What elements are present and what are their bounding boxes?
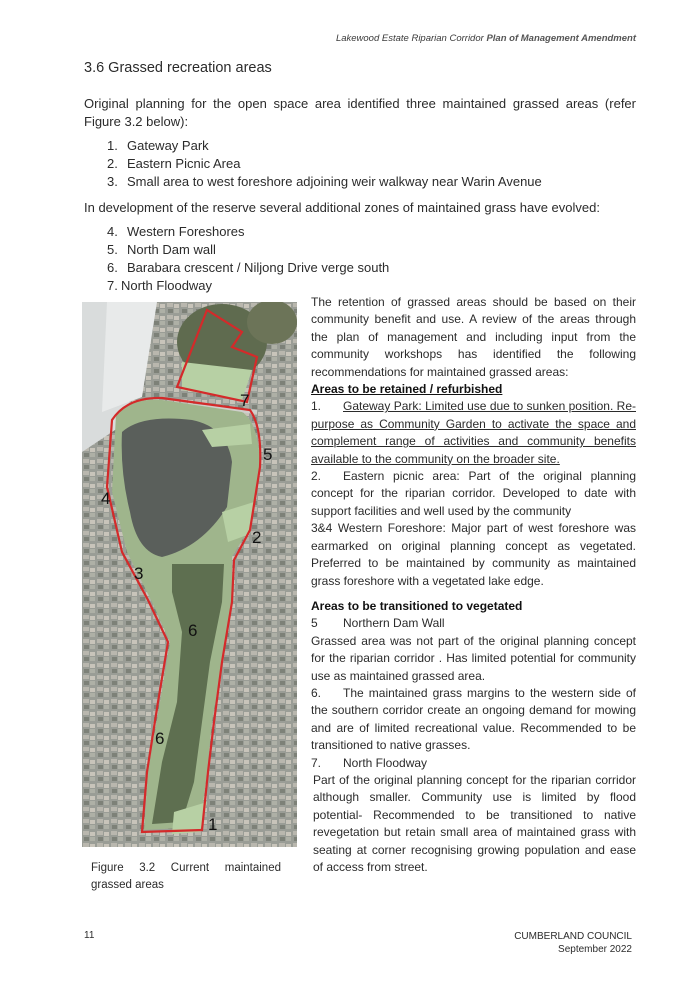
additional-areas-list xyxy=(107,223,389,295)
page-number: 11 xyxy=(84,930,95,941)
recommendations-column xyxy=(311,294,636,876)
map-label-7: 7 xyxy=(240,391,250,410)
original-areas-list xyxy=(107,137,542,191)
transition-heading: Areas to be transitioned to vegetated xyxy=(311,598,523,613)
item-7-text: Part of the original planning concept for the riparian corridor although smaller. Community use is limited by flood potential- Recommended to be transitioned to native revegetation but retain small area of maintained grass with seating at corner recognising growing population and ease of access from street. xyxy=(313,772,636,874)
map-label-2: 2 xyxy=(252,528,262,547)
footer-date: September 2022 xyxy=(558,944,632,955)
map-label-3: 3 xyxy=(134,564,144,583)
map-label-5: 5 xyxy=(263,445,273,464)
recommendations-intro: The retention of grassed areas should be based on their community benefit and use. A review of the areas through the plan of management and including input from the community workshops has identified the following recommendations for maintained grassed areas: xyxy=(311,295,636,379)
doc-title: Lakewood Estate Riparian Corridor xyxy=(335,33,484,44)
section-title: 3.6 Grassed recreation areas xyxy=(84,60,272,76)
item-3-4: 3&4 Western Foreshore: Major part of west foreshore was earmarked on original planning concept as vegetated. Preferred to be maintained by community as maintained grass foreshore with a vegetated lake edge. xyxy=(311,521,636,588)
intro-paragraph: Original planning for the open space area identified three maintained grassed areas (refer Figure 3.2 below): xyxy=(84,96,636,129)
map-label-6a: 6 xyxy=(188,621,198,640)
item-2: 2. Eastern picnic area: Part of the original planning concept for the riparian corridor. Developed to date with support facilities and well used by the community xyxy=(311,469,636,518)
item-6: 6. The maintained grass margins to the western side of the southern corridor create an ongoing demand for mowing and are of limited recreational value. Recommended to be transitioned to native grasses. xyxy=(311,685,636,753)
list-item: 3. Small area to west foreshore adjoining weir walkway near Warin Avenue xyxy=(107,174,542,189)
item-5-title: 5 Northern Dam Wall xyxy=(311,616,445,631)
map-label-4: 4 xyxy=(101,489,111,508)
list-item: 5. North Dam wall xyxy=(107,242,216,257)
list-item: 6. Barabara crescent / Niljong Drive verge south xyxy=(107,260,390,275)
figure-caption: Figure 3.2 Current maintained grassed areas xyxy=(91,862,281,891)
list-item: 7. North Floodway xyxy=(107,278,213,293)
item-7-title: 7. North Floodway xyxy=(311,755,428,770)
item-1: 1. Gateway Park: Limited use due to sunken position. Re-purpose as Community Garden to activate the space and complement range of activities and community benefits available to the community on the broader site. xyxy=(311,399,636,466)
page-footer xyxy=(514,930,632,956)
map-label-6b: 6 xyxy=(155,729,165,748)
tree-canopy-2 xyxy=(247,302,297,344)
list-item: 2. Eastern Picnic Area xyxy=(107,156,241,171)
doc-subtitle: Plan of Management Amendment xyxy=(486,33,636,44)
list-item: 4. Western Foreshores xyxy=(107,224,245,239)
footer-org: CUMBERLAND COUNCIL xyxy=(514,931,632,942)
map-graphic xyxy=(82,302,297,847)
page-header xyxy=(336,33,636,44)
map-label-1: 1 xyxy=(208,815,218,834)
item-5-text: Grassed area was not part of the original planning concept for the riparian corridor . Has limited potential for community use as maintained grassed area. xyxy=(311,633,636,683)
retained-heading: Areas to be retained / refurbished xyxy=(311,382,503,397)
development-paragraph: In development of the reserve several additional zones of maintained grass have evolved: xyxy=(84,200,600,215)
aerial-map xyxy=(82,302,297,847)
list-item: 1. Gateway Park xyxy=(107,138,209,153)
